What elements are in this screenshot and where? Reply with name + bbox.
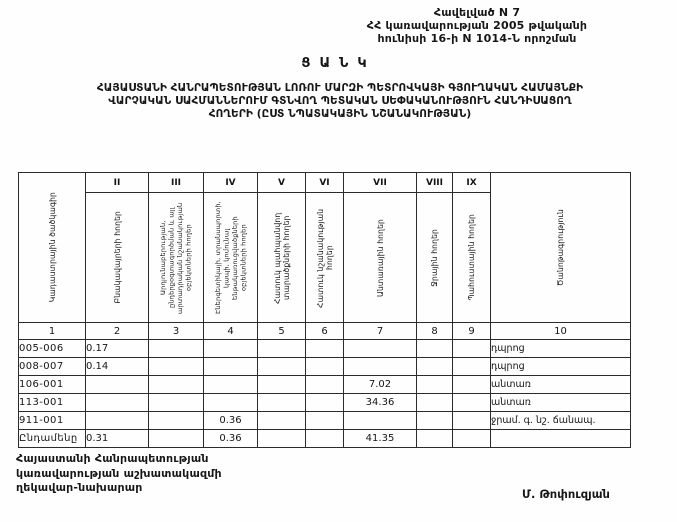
signature-name: Մ. Թոփուզյան	[522, 487, 610, 501]
value-cell	[149, 412, 204, 430]
roman-numeral: IV	[204, 173, 258, 193]
roman-numeral: III	[149, 173, 204, 193]
roman-numeral-row	[19, 173, 631, 193]
value-cell	[306, 412, 344, 430]
column-number: 1	[19, 323, 86, 340]
header-label: Բնակավայրերի հողեր	[112, 211, 122, 304]
header-label: Կադաստրային ծածկագիր	[47, 192, 57, 303]
column-number-row	[19, 323, 631, 340]
column-number: 8	[417, 323, 453, 340]
note-cell: դպրոց	[491, 358, 631, 376]
table-row	[19, 394, 631, 412]
value-cell: 0.17	[86, 340, 149, 358]
value-cell	[204, 376, 258, 394]
cadastral-code-cell: 911-001	[19, 412, 86, 430]
value-cell	[258, 358, 306, 376]
value-cell: 34.36	[344, 394, 417, 412]
value-cell	[86, 376, 149, 394]
total-value-cell	[453, 430, 491, 448]
total-value-cell	[149, 430, 204, 448]
value-cell	[258, 340, 306, 358]
total-value-cell	[417, 430, 453, 448]
footer-line: կառավարության աշխատակազմի	[16, 466, 222, 480]
cadastral-code-cell: 106-001	[19, 376, 86, 394]
header-cadastral-code	[19, 173, 86, 323]
value-cell	[453, 394, 491, 412]
header-label: Պահուստային հողեր	[467, 214, 476, 301]
cadastral-code-cell: 008-007	[19, 358, 86, 376]
value-cell	[149, 394, 204, 412]
note-cell: ջրամ. գ. նշ. ճանապ.	[491, 412, 631, 430]
value-cell	[86, 394, 149, 412]
total-row	[19, 430, 631, 448]
value-cell	[417, 376, 453, 394]
value-cell	[453, 412, 491, 430]
value-cell	[306, 358, 344, 376]
table-row	[19, 412, 631, 430]
header-energy-transport-lands	[204, 193, 258, 323]
roman-numeral: VII	[344, 173, 417, 193]
appendix-line: հունիսի 16-ի N 1014-Ն որոշման	[377, 32, 577, 45]
value-cell: 0.14	[86, 358, 149, 376]
value-cell	[306, 340, 344, 358]
value-cell	[149, 340, 204, 358]
cadastral-code-cell: 005-006	[19, 340, 86, 358]
header-forest-lands	[344, 193, 417, 323]
header-label: Արդյունաբերության, ընդերքօգտագործման և այլ արտադրական նշանակության օբյեկտների հողեր	[159, 201, 193, 314]
value-cell	[306, 376, 344, 394]
table-row	[19, 358, 631, 376]
header-label: Էներգետիկայի, տրանսպորտի, կապի, կոմունալ ենթակառուցվածքների օբյեկտների հողեր	[213, 201, 247, 314]
value-cell	[258, 394, 306, 412]
column-number: 5	[258, 323, 306, 340]
value-cell	[258, 412, 306, 430]
value-cell	[306, 394, 344, 412]
column-number: 2	[86, 323, 149, 340]
header-label: Հատուկ պահպանվող տարածքների հողեր	[272, 211, 291, 304]
value-cell: 0.36	[204, 412, 258, 430]
header-settlement-lands	[86, 193, 149, 323]
note-cell: անտառ	[491, 394, 631, 412]
roman-numeral: II	[86, 173, 149, 193]
header-special-purpose-lands	[306, 193, 344, 323]
column-number: 3	[149, 323, 204, 340]
value-cell	[204, 358, 258, 376]
roman-numeral: V	[258, 173, 306, 193]
table-row	[19, 340, 631, 358]
header-label: Ծանոթագրություն	[556, 208, 565, 287]
value-cell	[344, 358, 417, 376]
footer-line: ղեկավար-նախարար	[16, 481, 143, 494]
roman-numeral: IX	[453, 173, 491, 193]
value-cell	[417, 412, 453, 430]
column-number: 9	[453, 323, 491, 340]
total-note-cell	[491, 430, 631, 448]
column-number: 10	[491, 323, 631, 340]
value-cell	[149, 376, 204, 394]
total-label: Ընդամենը	[19, 430, 86, 448]
value-cell: 7.02	[344, 376, 417, 394]
total-value-cell: 0.31	[86, 430, 149, 448]
appendix-line: ՀՀ կառավարության 2005 թվականի	[366, 19, 588, 32]
header-label: Ջրային հողեր	[430, 228, 439, 287]
value-cell	[417, 394, 453, 412]
value-cell	[417, 358, 453, 376]
appendix-note	[322, 6, 632, 45]
total-value-cell: 41.35	[344, 430, 417, 448]
value-cell	[453, 340, 491, 358]
heading-line: ՀԱՅԱՍՏԱՆԻ ՀԱՆՐԱՊԵՏՈՒԹՅԱՆ ԼՈՌՈՒ ՄԱՐԶԻ ՊԵՏՐՈՎԿԱՅԻ ԳՅՈՒՂԱԿԱՆ ՀԱՄԱՅՆՔԻ	[96, 82, 584, 94]
header-label: Հատուկ նշանակության հողեր	[315, 207, 334, 308]
note-cell: անտառ	[491, 376, 631, 394]
total-value-cell: 0.36	[204, 430, 258, 448]
value-cell	[344, 340, 417, 358]
column-number: 4	[204, 323, 258, 340]
column-number: 6	[306, 323, 344, 340]
roman-numeral: VIII	[417, 173, 453, 193]
value-cell	[344, 412, 417, 430]
header-industrial-lands	[149, 193, 204, 323]
header-note	[491, 173, 631, 323]
header-label: Անտառային հողեր	[375, 218, 385, 297]
document-heading	[40, 82, 640, 121]
total-value-cell	[306, 430, 344, 448]
value-cell	[453, 376, 491, 394]
header-water-lands	[417, 193, 453, 323]
header-protected-lands	[258, 193, 306, 323]
value-cell	[258, 376, 306, 394]
table-row	[19, 376, 631, 394]
value-cell	[453, 358, 491, 376]
total-value-cell	[258, 430, 306, 448]
appendix-line: Հավելված N 7	[433, 6, 521, 19]
value-cell	[86, 412, 149, 430]
cadastral-code-cell: 113-001	[19, 394, 86, 412]
footer-signatory-title	[16, 452, 222, 496]
land-table	[18, 172, 631, 448]
roman-numeral: VI	[306, 173, 344, 193]
footer-line: Հայաստանի Հանրապետության	[16, 452, 209, 465]
note-cell: դպրոց	[491, 340, 631, 358]
value-cell	[204, 394, 258, 412]
column-number: 7	[344, 323, 417, 340]
heading-line: ՀՈՂԵՐԻ (ԸՍՏ ՆՊԱՏԱԿԱՅԻՆ ՆՇԱՆԱԿՈՒԹՅԱՆ)	[208, 108, 472, 120]
heading-line: ՎԱՐՉԱԿԱՆ ՍԱՀՄԱՆՆԵՐՈՒՄ ԳՏՆՎՈՂ ՊԵՏԱԿԱՆ ՍԵՓԱԿԱՆՈՒԹՅՈՒՆ ՀԱՆԴԻՍԱՑՈՂ	[108, 95, 572, 107]
document-title: ՑԱՆԿ	[301, 56, 376, 71]
header-reserve-lands	[453, 193, 491, 323]
value-cell	[417, 340, 453, 358]
value-cell	[204, 340, 258, 358]
value-cell	[149, 358, 204, 376]
